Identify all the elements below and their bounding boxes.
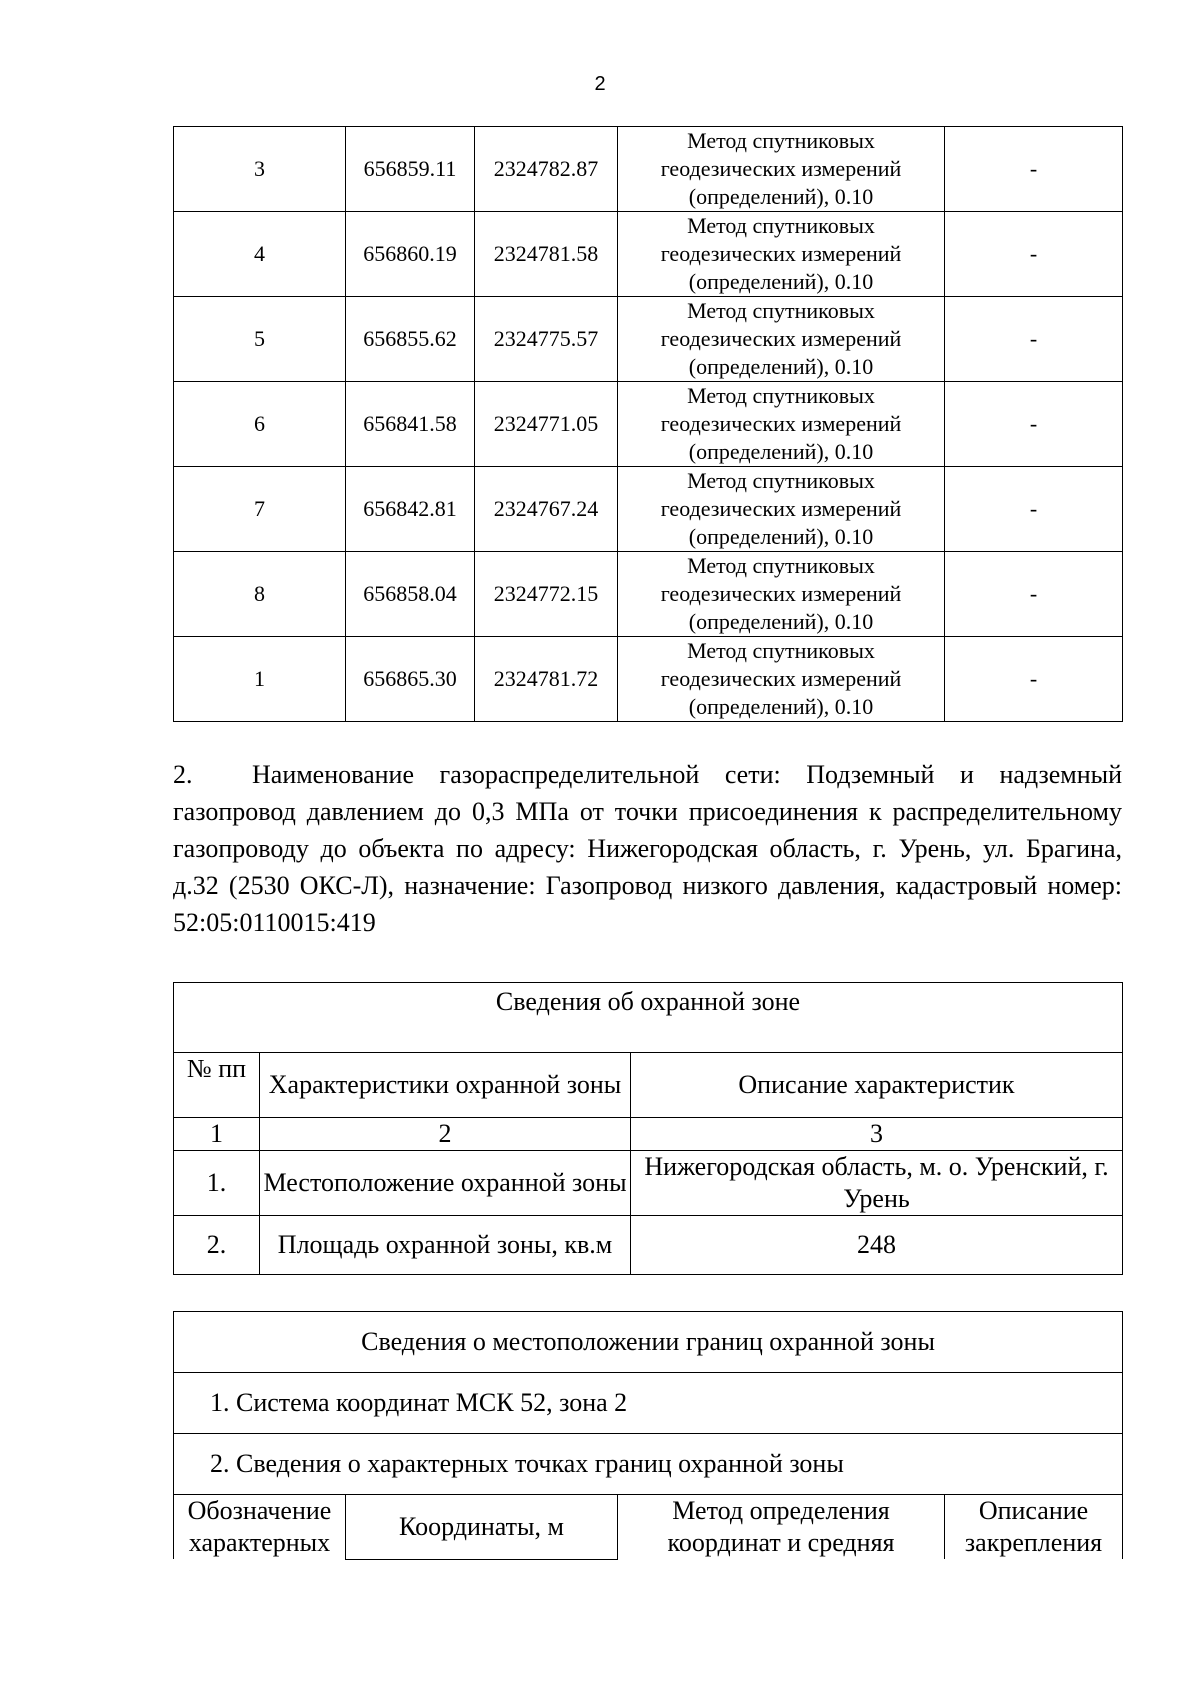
table-row xyxy=(174,552,1123,637)
header-method: Метод определения координат и средняя xyxy=(618,1495,945,1560)
fixing-description: - xyxy=(945,552,1123,637)
method-line: (определений), 0.10 xyxy=(688,439,874,464)
boundary-table-title: Сведения о местоположении границ охранной зоны xyxy=(174,1312,1123,1373)
method-line: Метод спутниковых xyxy=(687,468,875,493)
boundary-table xyxy=(173,1311,1123,1560)
method-cell xyxy=(618,467,945,552)
col-number-1: 1 xyxy=(174,1118,260,1151)
row-num: 1. xyxy=(174,1151,260,1216)
method-line: (определений), 0.10 xyxy=(688,694,874,719)
method-cell xyxy=(618,382,945,467)
fixing-description: - xyxy=(945,297,1123,382)
x-coordinate: 656842.81 xyxy=(346,467,475,552)
method-line: Метод спутниковых xyxy=(687,553,875,578)
table-row xyxy=(174,212,1123,297)
method-line: (определений), 0.10 xyxy=(688,184,874,209)
point-number: 1 xyxy=(174,637,346,722)
protection-zone-table xyxy=(173,982,1123,1275)
method-line: (определений), 0.10 xyxy=(688,609,874,634)
method-line: геодезических измерений xyxy=(660,581,902,606)
fixing-description: - xyxy=(945,637,1123,722)
coordinates-table xyxy=(173,126,1123,722)
coordinate-system-line: 1. Система координат МСК 52, зона 2 xyxy=(174,1373,1123,1434)
x-coordinate: 656841.58 xyxy=(346,382,475,467)
fixing-description: - xyxy=(945,127,1123,212)
method-cell xyxy=(618,297,945,382)
method-line: Метод спутниковых xyxy=(687,383,875,408)
network-description xyxy=(173,756,1122,941)
method-cell xyxy=(618,552,945,637)
method-line: Метод спутниковых xyxy=(687,298,875,323)
table-row xyxy=(174,637,1123,722)
method-cell xyxy=(618,637,945,722)
y-coordinate: 2324771.05 xyxy=(475,382,618,467)
x-coordinate: 656855.62 xyxy=(346,297,475,382)
method-line: геодезических измерений xyxy=(660,156,902,181)
y-coordinate: 2324767.24 xyxy=(475,467,618,552)
table-row xyxy=(174,297,1123,382)
method-line: геодезических измерений xyxy=(660,326,902,351)
points-info-line: 2. Сведения о характерных точках границ охранной зоны xyxy=(174,1434,1123,1495)
row-value: Нижегородская область, м. о. Уренский, г. Урень xyxy=(631,1151,1123,1216)
method-line: геодезических измерений xyxy=(660,496,902,521)
method-line: геодезических измерений xyxy=(660,411,902,436)
fixing-description: - xyxy=(945,382,1123,467)
header-point-designation: Обозначение характерных xyxy=(174,1495,346,1560)
y-coordinate: 2324781.58 xyxy=(475,212,618,297)
header-characteristics: Характеристики охранной зоны xyxy=(260,1053,631,1118)
method-line: Метод спутниковых xyxy=(687,638,875,663)
y-coordinate: 2324781.72 xyxy=(475,637,618,722)
method-cell xyxy=(618,212,945,297)
col-number-2: 2 xyxy=(260,1118,631,1151)
row-value: 248 xyxy=(631,1216,1123,1275)
method-line: геодезических измерений xyxy=(660,666,902,691)
x-coordinate: 656859.11 xyxy=(346,127,475,212)
method-line: (определений), 0.10 xyxy=(688,524,874,549)
header-coordinates: Координаты, м xyxy=(346,1495,618,1560)
row-num: 2. xyxy=(174,1216,260,1275)
row-name: Площадь охранной зоны, кв.м xyxy=(260,1216,631,1275)
point-number: 3 xyxy=(174,127,346,212)
zone-table-title: Сведения об охранной зоне xyxy=(174,983,1123,1053)
paragraph-text: Наименование газораспределительной сети: Подземный и надземный газопровод давлением до 0,3 МПа от точки присоединения к распределительному газопроводу до объекта по адресу: Нижегородская область, г. Урень, ул. Брагина, д.32 (2530 ОКС-Л), назначение: Газопровод низкого давления, кадастровый номер: 52:05:0110015:419 xyxy=(173,760,1122,937)
point-number: 4 xyxy=(174,212,346,297)
y-coordinate: 2324775.57 xyxy=(475,297,618,382)
fixing-description: - xyxy=(945,467,1123,552)
method-line: (определений), 0.10 xyxy=(688,354,874,379)
paragraph-number: 2. xyxy=(173,760,193,789)
x-coordinate: 656860.19 xyxy=(346,212,475,297)
table-row xyxy=(174,467,1123,552)
point-number: 5 xyxy=(174,297,346,382)
method-line: Метод спутниковых xyxy=(687,213,875,238)
method-line: геодезических измерений xyxy=(660,241,902,266)
header-num: № пп xyxy=(174,1053,260,1118)
y-coordinate: 2324782.87 xyxy=(475,127,618,212)
table-row xyxy=(174,127,1123,212)
point-number: 6 xyxy=(174,382,346,467)
point-number: 7 xyxy=(174,467,346,552)
method-line: Метод спутниковых xyxy=(687,128,875,153)
method-line: (определений), 0.10 xyxy=(688,269,874,294)
y-coordinate: 2324772.15 xyxy=(475,552,618,637)
header-fixing-description: Описание закрепления xyxy=(945,1495,1123,1560)
x-coordinate: 656865.30 xyxy=(346,637,475,722)
col-number-3: 3 xyxy=(631,1118,1123,1151)
point-number: 8 xyxy=(174,552,346,637)
fixing-description: - xyxy=(945,212,1123,297)
x-coordinate: 656858.04 xyxy=(346,552,475,637)
row-name: Местоположение охранной зоны xyxy=(260,1151,631,1216)
header-description: Описание характеристик xyxy=(631,1053,1123,1118)
method-cell xyxy=(618,127,945,212)
table-row xyxy=(174,382,1123,467)
page-number: 2 xyxy=(594,73,606,95)
